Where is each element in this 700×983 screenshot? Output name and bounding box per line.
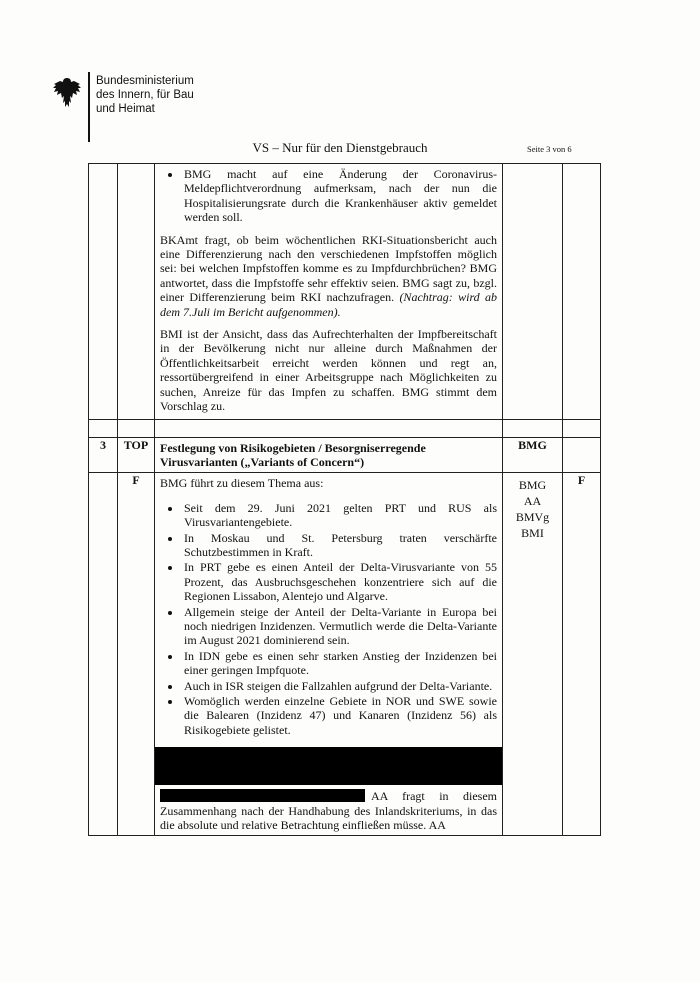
- redaction-block: [155, 747, 502, 785]
- top-title-cell: [155, 437, 503, 473]
- list-item: • Allgemein steige der Anteil der Delta-Variante in Europa bei noch niedrigen Inzidenzen. Vermutlich werde die Delta-Variante im August 2021 dominierend sein.: [182, 605, 497, 648]
- cell-type: [118, 164, 155, 420]
- ministry-line: und Heimat: [96, 103, 155, 115]
- redaction-inline: [160, 789, 365, 802]
- paragraph-text: BKAmt fragt, ob beim wöchentlichen RKI-Situationsbericht auch eine Differenzierung nach den verschiedenen Impfstoffen möglich sei: bei welchen Impfstoffen komme es zu Impfdurchbrüchen? BMG antwortet, dass die Impfstoffe sehr effektiv seien. BMG sagt zu, bzgl. einer Differenzierung beim RKI nachzufragen.: [160, 232, 497, 305]
- cell-empty: [155, 419, 503, 437]
- cell-empty: [89, 473, 118, 836]
- cell-content: [155, 473, 503, 836]
- closing-text: AA fragt in diesem Zusammenhang nach der Handhabung des Inlandskriteriums, in das die absolute und relative Betrachtung einfließen müsse. AA: [160, 789, 497, 833]
- list-item: • In Moskau und St. Petersburg traten verschärfte Schutzbestimmen in Kraft.: [182, 531, 497, 560]
- intro-text: BMG führt zu diesem Thema aus:: [160, 476, 324, 491]
- cell-mark: [563, 164, 601, 420]
- bullet-list: [160, 167, 497, 225]
- cell-empty: [563, 437, 601, 473]
- list-item: • Seit dem 29. Juni 2021 gelten PRT und RUS als Virusvariantengebiete.: [182, 501, 497, 530]
- row-mark: F: [563, 473, 601, 836]
- cell-departments: [503, 473, 563, 836]
- ministry-line: des Innern, für Bau: [96, 89, 194, 101]
- list-item: • BMG macht auf eine Änderung der Coronavirus-Meldepflichtverordnung aufmerksam, nach der nun die Hospitalisierungsrate durch die Krankenhäuser aktiv gemeldet werden soll.: [182, 167, 497, 225]
- cell-empty: [89, 419, 118, 437]
- department: AA: [523, 494, 542, 509]
- list-item: • In PRT gebe es einen Anteil der Delta-Virusvariante von 55 Prozent, das Ausbruchsgeschehen konzentriere sich auf die Regionen Lissabon, Alentejo und Algarve.: [182, 560, 497, 603]
- federal-eagle-icon: [52, 76, 82, 110]
- table-row: [89, 473, 601, 836]
- closing-paragraph: [160, 789, 497, 832]
- top-lead: BMG: [503, 437, 563, 473]
- cell-empty: [563, 419, 601, 437]
- paragraph: BMI ist der Ansicht, dass das Aufrechterhalten der Impfbereitschaft in der Bevölkerung nicht nur alleine durch Maßnahmen der Öffentlichkeitsarbeit erreicht werden können und regt an, ressortübergreifend in einer Arbeitsgruppe nach Möglichkeiten zu suchen, Anreize für das Impfen zu schaffen. BMG stimmt dem Vorschlag zu.: [160, 327, 497, 414]
- bullet-list: [160, 501, 497, 738]
- cell-departments: [503, 164, 563, 420]
- department: BMVg: [515, 510, 550, 525]
- list-item: • Womöglich werden einzelne Gebiete in NOR und SWE sowie die Balearen (Inzidenz 47) und Kanaren (Inzidenz 56) als Risikogebiete gelistet.: [182, 694, 497, 737]
- top-number: 3: [89, 437, 118, 473]
- list-item: • Auch in ISR steigen die Fallzahlen aufgrund der Delta-Variante.: [182, 679, 497, 693]
- table-row-spacer: [89, 419, 601, 437]
- paragraph: [160, 233, 497, 319]
- classification-banner: [0, 140, 700, 156]
- paragraph-note: (Nachtrag: wird ab dem 7.Juli im Bericht aufgenommen).: [160, 290, 498, 319]
- cell-content: [155, 164, 503, 420]
- minutes-table: [88, 163, 601, 836]
- top-title: Festlegung von Risikogebieten / Besorgniserregende Virusvarianten („Variants of Concern“): [160, 440, 426, 469]
- row-type: F: [118, 473, 155, 836]
- department: BMI: [521, 526, 544, 541]
- table-row-top: [89, 437, 601, 473]
- department: BMG: [518, 478, 547, 493]
- table-row: [89, 164, 601, 420]
- top-type: TOP: [118, 437, 155, 473]
- ministry-name: [96, 74, 236, 116]
- cell-empty: [118, 419, 155, 437]
- list-item: • In IDN gebe es einen sehr starken Anstieg der Inzidenzen bei einer geringen Impfquote.: [182, 649, 497, 678]
- cell-empty: [503, 419, 563, 437]
- cell-number: [89, 164, 118, 420]
- page-number: Seite 3 von 6: [527, 144, 572, 154]
- classification-text: VS – Nur für den Dienstgebrauch: [252, 140, 428, 155]
- letterhead-bar: [88, 72, 90, 142]
- ministry-line: Bundesministerium: [96, 75, 194, 87]
